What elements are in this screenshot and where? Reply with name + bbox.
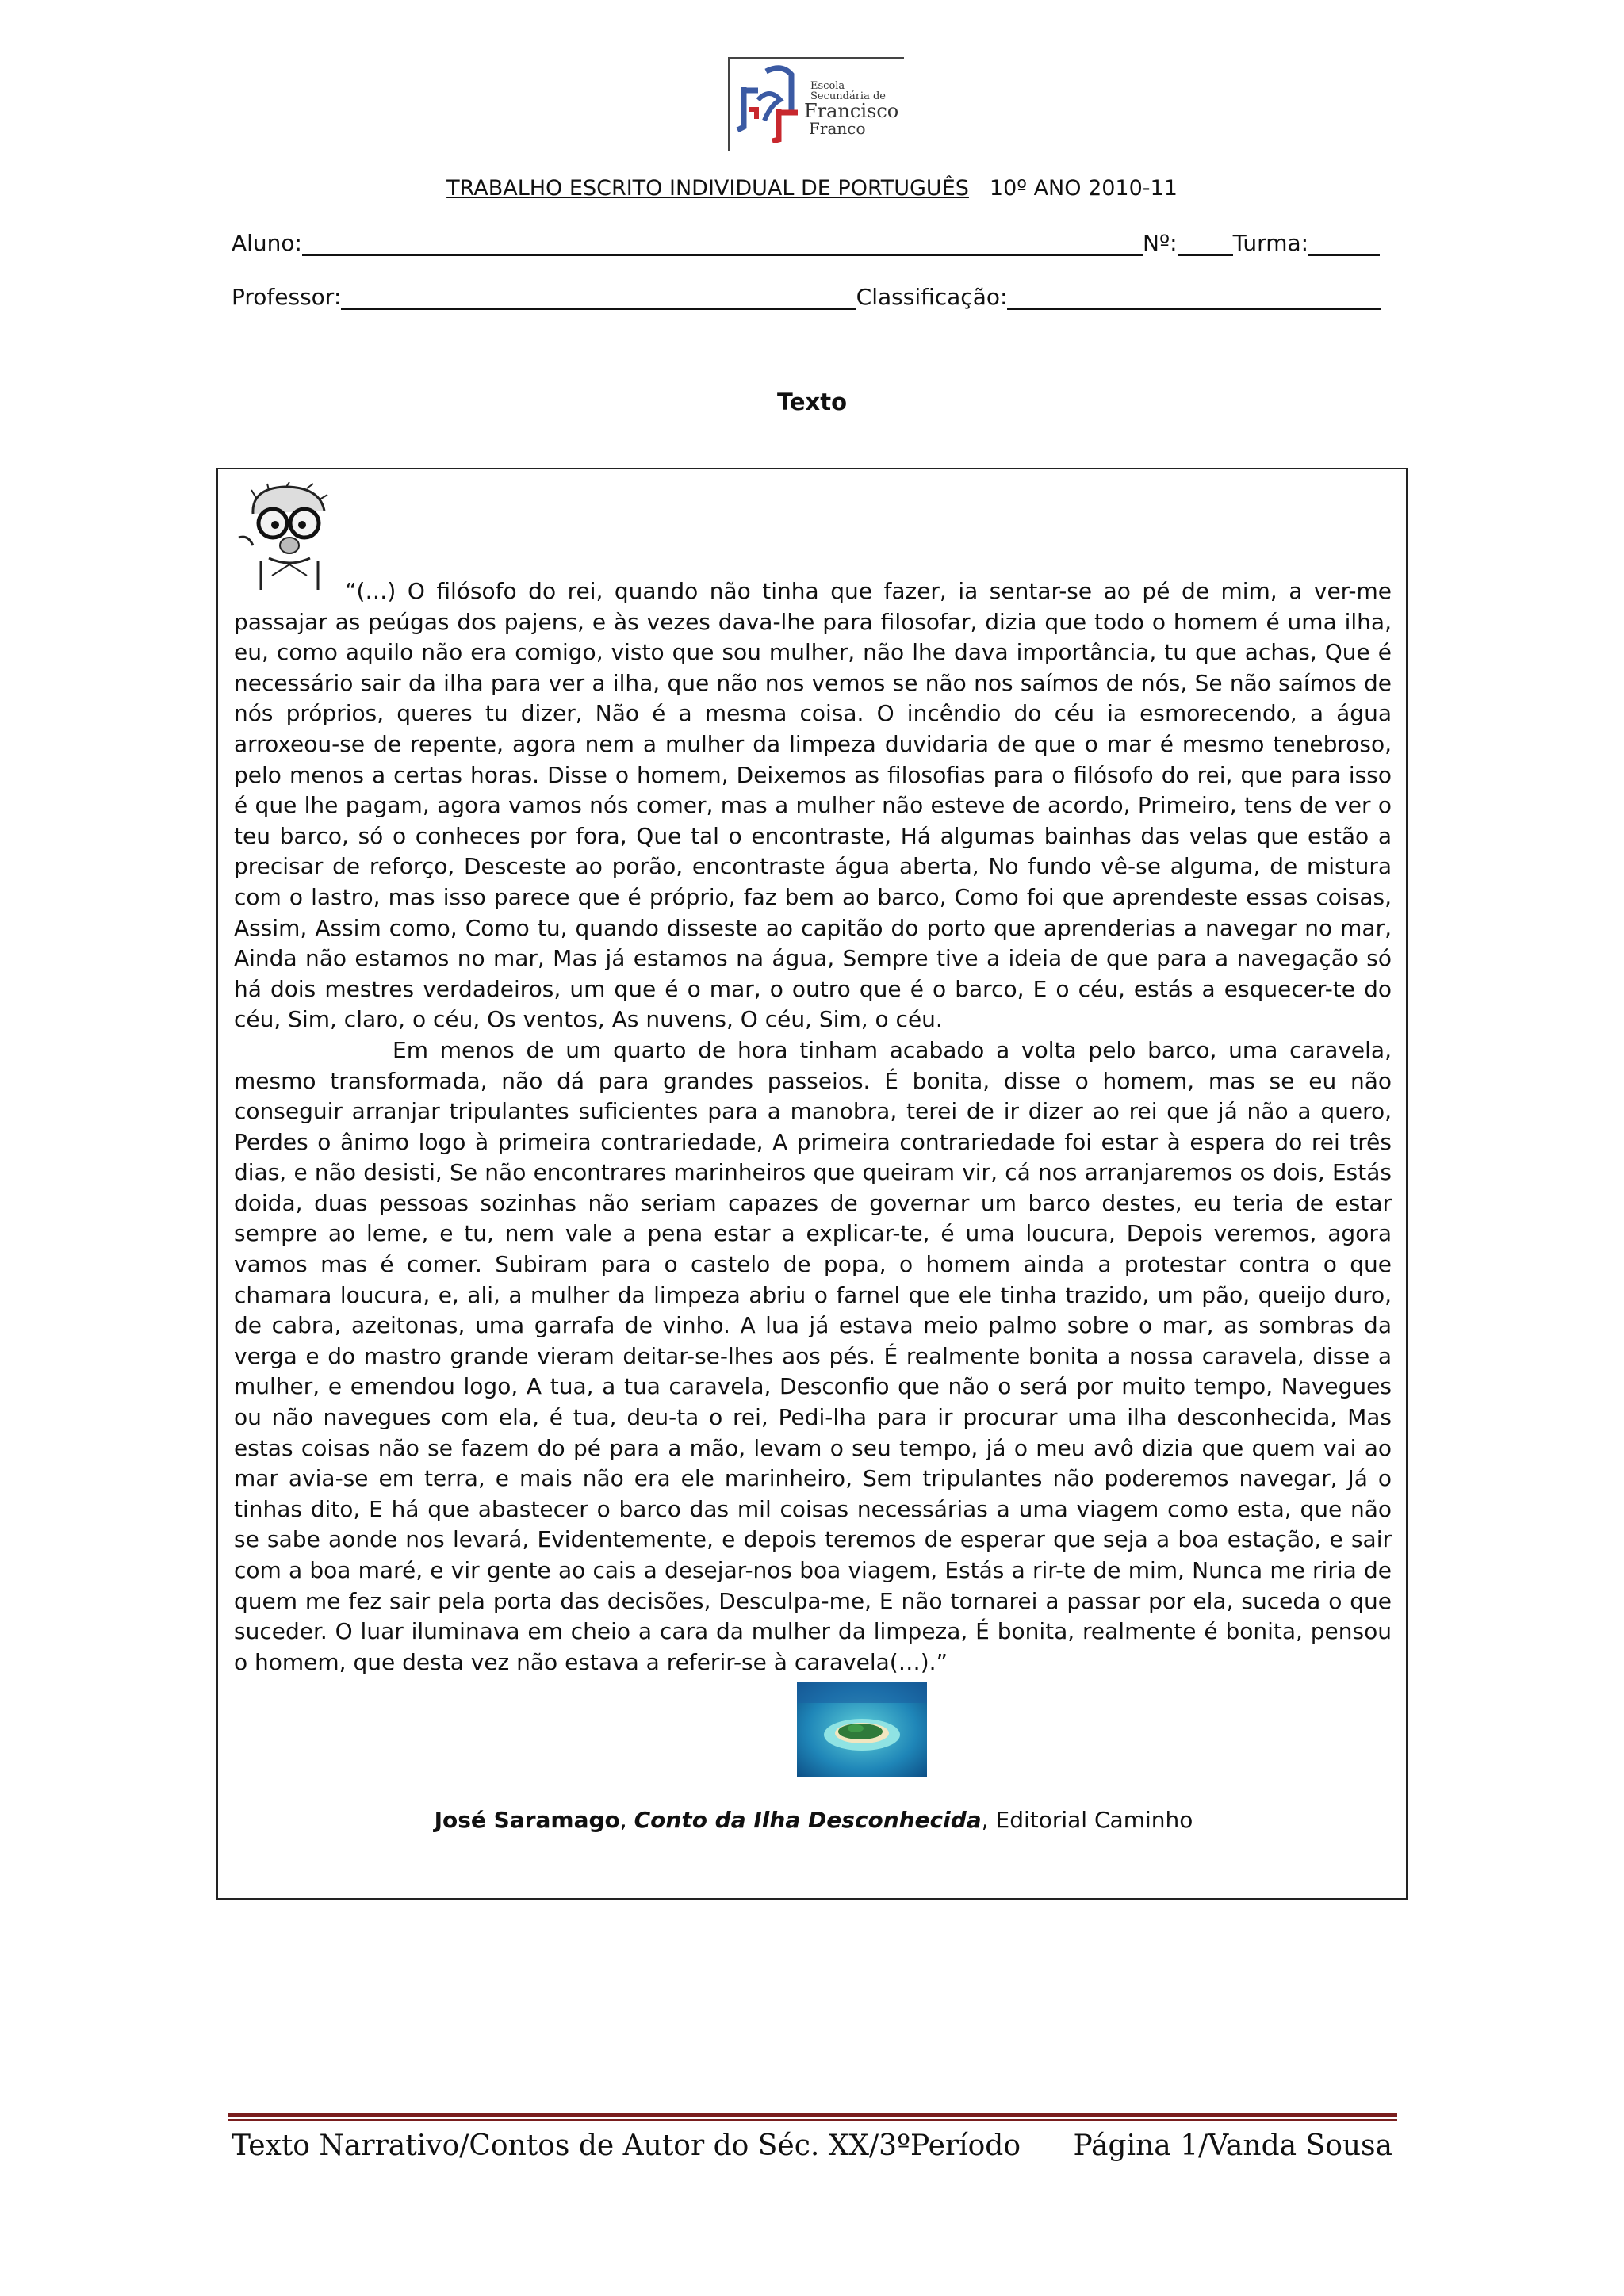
numero-label: Nº: <box>1143 230 1178 256</box>
turma-label: Turma: <box>1232 230 1309 256</box>
aluno-field[interactable] <box>302 234 1143 256</box>
paragraph-2: Em menos de um quarto de hora tinham acabado a volta pelo barco, uma caravela, mesmo transformada, não dá para grandes passeios. É bonita, disse o homem, mas se eu não conseguir arranjar tripulantes suficientes para a manobra, terei de ir dizer ao rei que já não a quero, Perdes o ânimo logo à primeira contrariedade, A primeira contrariedade foi estar à espera do rei três dias, e não desisti, Se não encontrares marinheiros que queiram vir, cá nos arranjaremos os dois, Estás doida, duas pessoas sozinhas não seriam capazes de governar um barco destes, eu teria de estar sempre ao leme, e tu, nem vale a pena estar a explicar-te, é uma loucura, Depois veremos, agora vamos mas é comer. Subiram para o castelo de popa, o homem ainda a protestar contra o que chamara loucura, e, ali, a mulher da limpeza abriu o farnel que ele tinha trazido, um pão, queijo duro, de cabra, azeitonas, uma garrafa de vinho. A lua já estava meio palmo sobre o mar, as sombras da verga e do mastro grande vieram deitar-se-lhes aos pés. É realmente bonita a nossa caravela, disse a mulher, e emendou logo, A tua, a tua caravela, Desconfio que não o será por muito tempo, Navegues ou não navegues com ela, é tua, deu-ta o rei, Pedi-lha para ir procurar uma ilha desconhecida, Mas estas coisas não se fazem do pé para a mão, levam o seu tempo, já o meu avô dizia que quem vai ao mar avia-se em terra, e mais não era ele marinheiro, Sem tripulantes não poderemos navegar, Já o tinhas dito, E há que abastecer o barco das mil coisas necessárias a uma viagem como esta, que não se sabe aonde nos levará, Evidentemente, e depois teremos de esperar que seja a boa estação, e sair com a boa maré, e vir gente ao cais a desejar-nos boa viagem, Estás a rir-te de mim, Nunca me riria de quem me fez sair pela porta das decisões, Desculpa-me, E não tornarei a passar por ela, suceda o que suceder. O luar iluminava em cheio a cara da mulher da limpeza, É bonita, realmente é bonita, pensou o homem, que desta vez não estava a referir-se à caravela(…).” <box>234 1036 1392 1675</box>
aluno-label: Aluno: <box>232 230 302 256</box>
classificacao-label: Classificação: <box>856 284 1008 310</box>
footer-rule <box>228 2113 1397 2117</box>
classificacao-field[interactable] <box>1007 288 1381 310</box>
citation-work: Conto da Ilha Desconhecida <box>634 1807 982 1833</box>
teacher-row <box>232 284 1381 310</box>
tropical-island-aerial-photo <box>797 1682 927 1777</box>
footer-page-number: Página 1/Vanda Sousa <box>1073 2130 1392 2162</box>
turma-field[interactable] <box>1308 234 1380 256</box>
citation-separator-2: , <box>981 1807 996 1833</box>
footer-course: Texto Narrativo/Contos de Autor do Séc. XX/3ºPeríodo <box>232 2130 1021 2162</box>
logo-text <box>804 81 904 136</box>
logo-mark-icon <box>734 63 806 143</box>
school-year: 10º ANO 2010-11 <box>989 176 1178 201</box>
numero-field[interactable] <box>1178 234 1233 256</box>
citation-publisher: Editorial Caminho <box>995 1807 1193 1833</box>
school-logo <box>728 57 904 151</box>
logo-line3: Franco <box>809 119 866 138</box>
title-text: TRABALHO ESCRITO INDIVIDUAL DE PORTUGUÊS <box>446 176 969 201</box>
professor-label: Professor: <box>232 284 342 310</box>
text-box <box>216 468 1408 1900</box>
story-text <box>234 576 1392 1678</box>
footer-rule-thin <box>228 2119 1397 2121</box>
citation-author: José Saramago <box>434 1807 620 1833</box>
logo-line1: Escola Secundária <box>810 80 870 102</box>
citation <box>218 1807 1409 1833</box>
student-row <box>232 230 1381 256</box>
thinking-man-with-glasses-icon <box>237 482 347 591</box>
citation-separator-1: , <box>619 1807 634 1833</box>
section-heading: Texto <box>776 388 848 415</box>
logo-line2: Francisco <box>804 100 899 122</box>
document-title <box>0 176 1624 201</box>
paragraph-1: “(…) O filósofo do rei, quando não tinha que fazer, ia sentar-se ao pé de mim, a ver-me passajar as peúgas dos pajens, e às vezes dava-lhe para filosofar, dizia que todo o homem é uma ilha, eu, como aquilo não era comigo, visto que sou mulher, não lhe dava importância, tu que achas, Que é necessário sair da ilha para ver a ilha, que não nos vemos se não nos saímos de nós, Se não saímos de nós próprios, queres tu dizer, Não é a mesma coisa. O incêndio do céu ia esmorecendo, a água arroxeou-se de repente, agora nem a mulher da limpeza duvidaria de que o mar é mesmo tenebroso, pelo menos a certas horas. Disse o homem, Deixemos as filosofias para o filósofo do rei, que para isso é que lhe pagam, agora vamos nós comer, mas a mulher não esteve de acordo, Primeiro, tens de ver o teu barco, só o conheces por fora, Que tal o encontraste, Há algumas bainhas das velas que estão a precisar de reforço, Desceste ao porão, encontraste água aberta, No fundo vê-se alguma, de mistura com o lastro, mas isso parece que é próprio, faz bem ao barco, Como foi que aprendeste essas coisas, Assim, Assim como, Como tu, quando disseste ao capitão do porto que aprenderias a navegar no mar, Ainda não estamos no mar, Mas já estamos na água, Sempre tive a ideia de que para a navegação só há dois mestres verdadeiros, um que é o mar, o outro que é o barco, E o céu, estás a esquecer-te do céu, Sim, claro, o céu, Os ventos, As nuvens, O céu, Sim, o céu. <box>234 578 1392 1033</box>
professor-field[interactable] <box>341 288 856 310</box>
logo-line1b: de <box>872 90 886 102</box>
